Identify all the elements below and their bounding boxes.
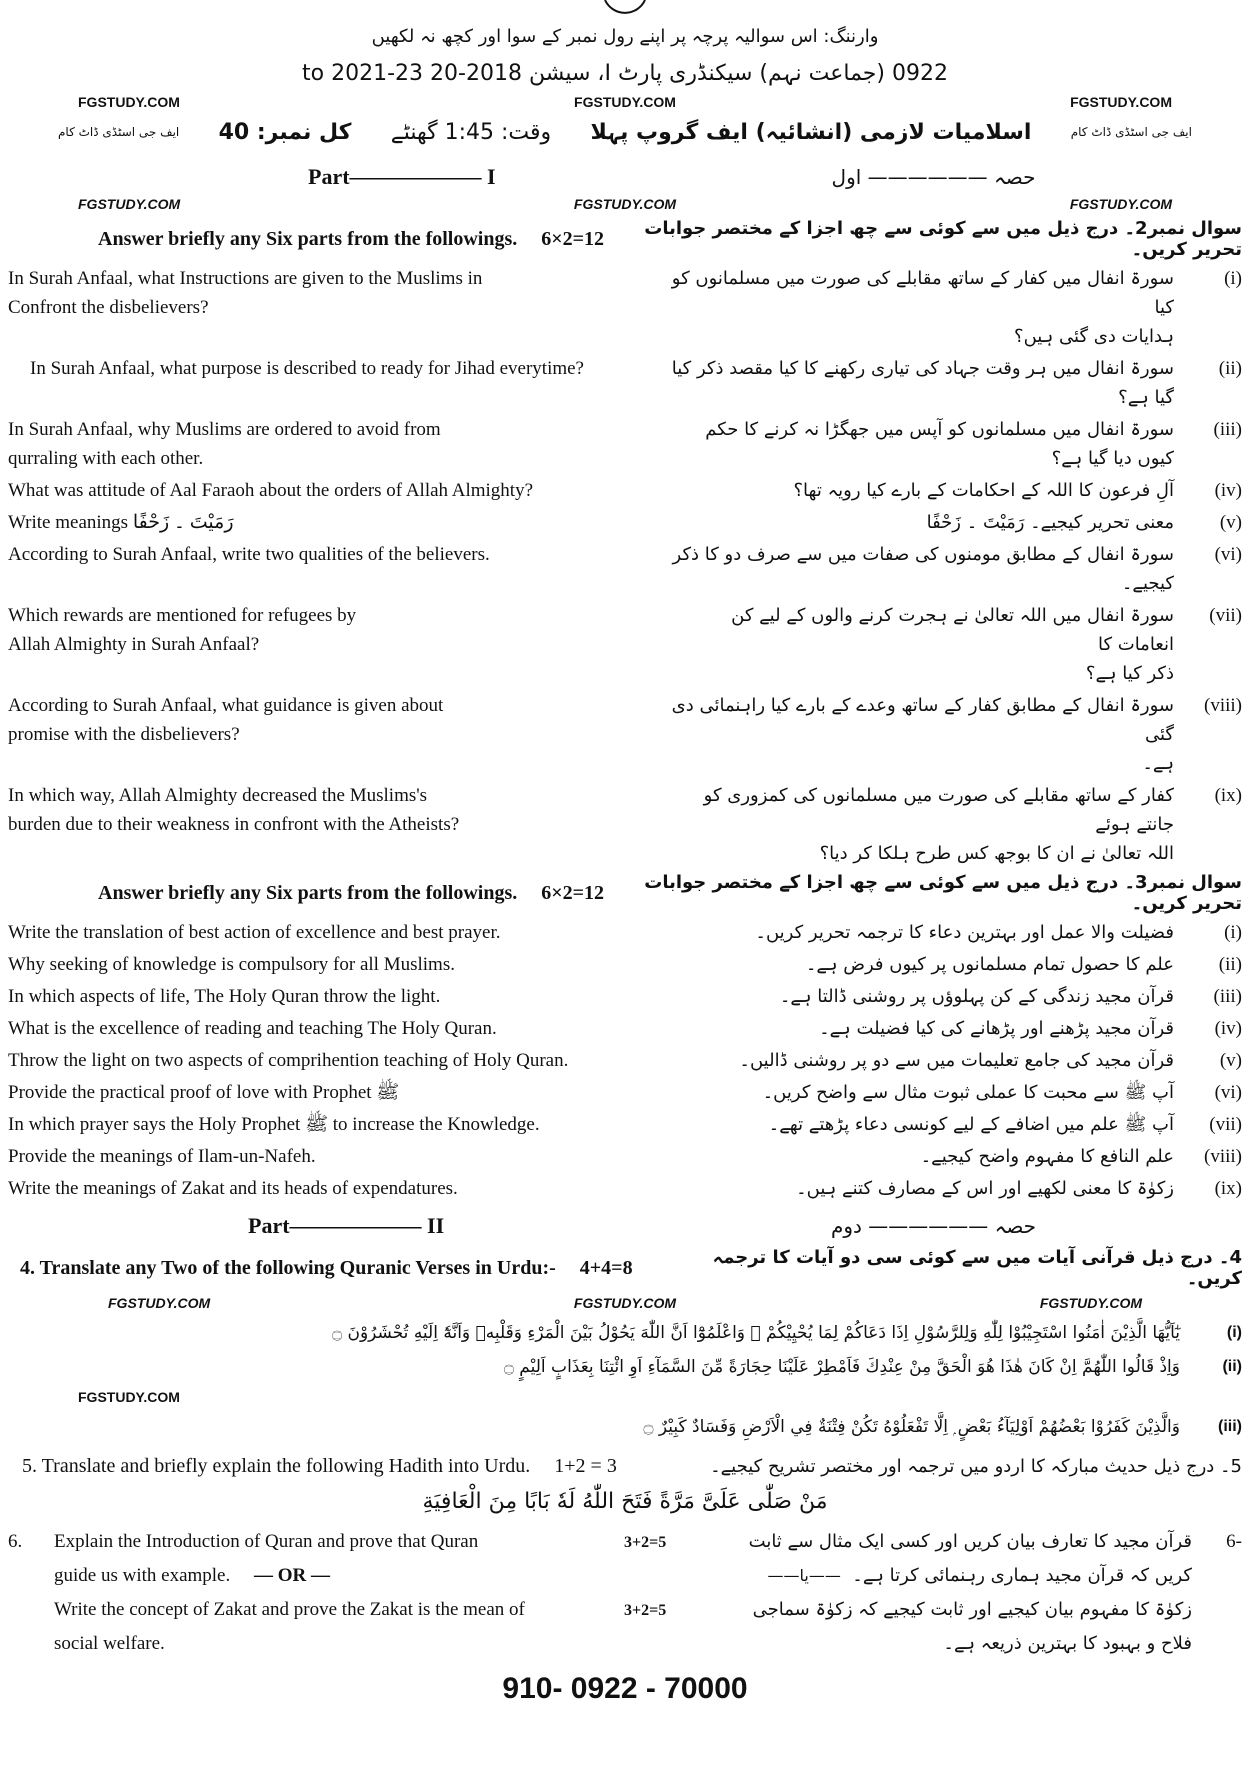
q2-item-urdu: ذکر کیا ہے؟ [1085,663,1174,684]
q3-instruction: Answer briefly any Six parts from the followings. [98,881,518,904]
q2-item-english [8,540,658,598]
q2-item-urdu-block [670,476,1174,505]
q3-item-urdu: قرآن مجید پڑھنے اور پڑھانے کی کیا فضیلت ہے۔ [819,1018,1174,1039]
q2-item-urdu-block [670,781,1174,868]
total-marks: کل نمبر: 40 [218,119,352,145]
q2-item [8,508,1242,537]
q6-a-urdu-cont [704,1562,1192,1590]
session-line: 0922 (جماعت نہم) سیکنڈری پارٹ I، سیشن 2018-20 to 2021-23 [302,61,948,86]
q6-part-a-cont [8,1562,1242,1590]
watermark-urdu: ایف جی اسٹڈی ڈاٹ کام [58,125,180,139]
verse-text: وَاِذْ قَالُوا اللّٰهُمَّ اِنْ كَانَ هٰذَا هُوَ الْحَقَّ مِنْ عِنْدِكَ فَاَمْطِرْ عَلَيْنَا حِجَارَةً مِّنَ السَّمَآءِ اَوِ ائْتِنَا بِعَذَابٍ اَلِيْمٍ ۝ [503,1357,1180,1377]
q2-item-english [8,781,658,868]
q3-item [8,918,1242,947]
q2-item-urdu: سورۃ انفال میں اللہ تعالیٰ نے ہجرت کرنے والوں کے لیے کن انعامات کا [731,605,1174,655]
q3-heading [8,872,1242,914]
q2-item-urdu: آلِ فرعون کا اللہ کے احکامات کے بارے کیا رویہ تھا؟ [793,480,1174,501]
q3-item-number: (ix) [1214,1178,1242,1199]
verse-text: يٰٓاَيُّهَا الَّذِيْنَ اٰمَنُوا اسْتَجِيْبُوْا لِلّٰهِ وَلِلرَّسُوْلِ اِذَا دَعَاكُمْ لِمَا يُحْيِيْكُمْ ۚ وَاعْلَمُوْٓا اَنَّ اللّٰهَ يَحُوْلُ بَيْنَ الْمَرْءِ وَقَلْبِهٖ وَاَنَّهٗٓ اِلَيْهِ تُحْشَرُوْنَ ۝ [332,1323,1180,1343]
watermark: FGSTUDY.COM [1070,94,1172,110]
q3-item-text: In which aspects of life, The Holy Quran throw the light. [8,986,441,1007]
q3-item-urdu: قرآن مجید کی جامع تعلیمات میں سے دو پر روشنی ڈالیں۔ [739,1050,1174,1071]
q2-item-urdu-block [670,415,1174,473]
watermark: FGSTUDY.COM [1039,1295,1142,1311]
q3-item-text: Write the meanings of Zakat and its heads of expendatures. [8,1178,458,1199]
q2-item-urdu: ہدایات دی گئی ہیں؟ [1014,326,1174,347]
q6-a-urdu: کریں کہ قرآن مجید ہماری رہنمائی کرتا ہے۔ [852,1565,1192,1586]
title-row [8,112,1242,152]
q5-heading [8,1455,1242,1478]
q2-item-english [8,415,658,473]
q6-a-text: guide us with example. [54,1565,231,1586]
q2-item-number: (iii) [1213,419,1242,440]
q3-item-number: (ii) [1218,954,1242,975]
q3-item [8,1046,1242,1075]
q2-item-text: In Surah Anfaal, what purpose is described to ready for Jihad everytime? [30,358,584,379]
q3-item-urdu: زکوٰۃ کا معنی لکھیے اور اس کے مصارف کتنے ہیں۔ [796,1178,1174,1199]
q3-item-number: (vii) [1209,1114,1242,1135]
q2-item [8,264,1242,351]
q2-item-urdu: کفار کے ساتھ مقابلے کی صورت میں مسلمانوں کی کمزوری کو جانتے ہوئے [703,785,1174,835]
watermark-row [8,92,1242,112]
q3-item [8,1142,1242,1171]
q2-instruction: Answer briefly any Six parts from the followings. [98,227,518,250]
q3-item [8,1110,1242,1139]
watermark: FGSTUDY.COM [573,196,677,212]
q6-part-b-cont [8,1630,1242,1658]
verse-number: (iii) [1218,1418,1242,1435]
part-1-row [8,160,1242,194]
q3-item-text: Throw the light on two aspects of comprihention teaching of Holy Quran. [8,1050,569,1071]
q2-item-text: qurraling with each other. [8,448,204,469]
q3-item-text: Provide the meanings of Ilam-un-Nafeh. [8,1146,316,1167]
q3-item [8,1174,1242,1203]
q6-number: 6. [8,1531,23,1552]
q2-item-text: In Surah Anfaal, what Instructions are given to the Muslims in [8,268,483,289]
q2-item [8,476,1242,505]
q2-item-english [8,264,658,351]
q2-item-urdu: ہے۔ [1142,753,1174,774]
q3-item-text: In which prayer says the Holy Prophet ﷺ to increase the Knowledge. [8,1114,540,1135]
q3-item-text: Why seeking of knowledge is compulsory for all Muslims. [8,954,455,975]
q2-heading [8,218,1242,260]
time-allowed: وقت: 1:45 گھنٹے [390,119,552,145]
q2-item-urdu-block [670,508,1174,537]
q3-item-urdu: آپ ﷺ علم میں اضافے کے لیے کونسی دعاء پڑھتے تھے۔ [768,1114,1174,1135]
q6-b-urdu: زکوٰۃ کا مفہوم بیان کیجیے اور ثابت کیجیے کہ زکوٰۃ سماجی [752,1599,1192,1620]
q2-item-urdu: سورۃ انفال میں کفار کے ساتھ مقابلے کی صورت میں مسلمانوں کو کیا [671,268,1174,318]
q2-item-text: According to Surah Anfaal, what guidance is given about [8,695,444,716]
q6-b-marks: 3+2=5 [624,1602,667,1619]
q2-item-urdu: اللہ تعالیٰ نے ان کا بوجھ کس طرح ہلکا کر دیا؟ [819,843,1174,864]
part-1-heading: Part—————— I [308,164,496,189]
verse-text: وَالَّذِيْنَ كَفَرُوْا بَعْضُهُمْ اَوْلِيَآءُ بَعْضٍ ۭ اِلَّا تَفْعَلُوْهُ تَكُنْ فِتْنَةٌ فِي الْاَرْضِ وَفَسَادٌ كَبِيْرٌ ۝ [643,1417,1180,1437]
q2-item-number: (ii) [1218,358,1242,379]
q2-item-text: Confront the disbelievers? [8,297,209,318]
q2-item-text: promise with the disbelievers? [8,724,240,745]
q3-item-urdu: علم کا حصول تمام مسلمانوں پر کیوں فرض ہے۔ [805,954,1174,975]
q6-b-text: Write the concept of Zakat and prove the Zakat is the mean of [54,1599,525,1620]
q4-verses [8,1319,1242,1441]
watermark-urdu: ایف جی اسٹڈی ڈاٹ کام [1070,125,1192,139]
q3-item-text: Write the translation of best action of excellence and best prayer. [8,922,501,943]
q3-item-number: (viii) [1204,1146,1242,1167]
q2-item-text: Which rewards are mentioned for refugees by [8,605,357,626]
q3-items [8,918,1242,1203]
q2-item-urdu-block [670,691,1174,778]
quran-verse [8,1353,1242,1381]
q2-item-urdu: سورۃ انفال کے مطابق کفار کے ساتھ وعدے کے بارے کیا راہنمائی دی گئی [671,695,1174,745]
watermark-row [8,1293,1242,1313]
q2-item-text: Allah Almighty in Surah Anfaal? [8,634,260,655]
q3-item-number: (i) [1224,922,1242,943]
part-1-heading-urdu: حصہ —————— اول [831,165,1036,189]
part-2-row [8,1209,1242,1243]
subject-title: اسلامیات لازمی (انشائیہ) ایف گروپ پہلا [590,119,1032,145]
q2-item-english [8,354,658,412]
q6-or-urdu: ——یا—— [767,1566,841,1585]
q6-a-text-cont [54,1562,614,1590]
paper-code: 910- 0922 - 70000 [502,1672,748,1705]
hadith-text: مَنْ صَلّٰى عَلَىَّ مَرَّةً فَتَحَ اللّٰهُ لَهٗ بَابًا مِنَ الْعَافِيَةِ [422,1489,828,1514]
part-2-heading: Part—————— II [248,1213,445,1238]
warning-text: وارننگ: اس سوالیہ پرچہ پر اپنے رول نمبر کے سوا اور کچھ نہ لکھیں [371,26,879,47]
q2-item [8,781,1242,868]
q6-or: — OR — [254,1565,330,1586]
q3-item [8,1014,1242,1043]
q2-item-text: According to Surah Anfaal, write two qualities of the believers. [8,544,490,565]
q2-item-english [8,601,658,688]
q3-item-urdu: آپ ﷺ سے محبت کا عملی ثبوت مثال سے واضح کریں۔ [762,1082,1174,1103]
q6-part-b [8,1596,1242,1624]
q2-item-urdu: معنی تحریر کیجیے۔ رَمَيْتَ ۔ زَحْفًا [926,512,1174,533]
q4-marks: 4+4=8 [579,1256,633,1279]
q6-b-text: social welfare. [54,1633,165,1654]
q3-item-urdu: فضیلت والا عمل اور بہترین دعاء کا ترجمہ تحریر کریں۔ [755,922,1174,943]
quran-verse [8,1319,1242,1347]
q3-item-urdu: قرآن مجید زندگی کے کن پہلوؤں پر روشنی ڈالتا ہے۔ [779,986,1174,1007]
q6-b-urdu: فلاح و بہبود کا بہترین ذریعہ ہے۔ [943,1633,1192,1654]
q3-marks: 6×2=12 [541,881,605,904]
q2-item [8,354,1242,412]
q2-item-urdu-block [670,540,1174,598]
q2-item-english [8,691,658,778]
watermark: FGSTUDY.COM [573,1295,677,1311]
q3-item-text: What is the excellence of reading and teaching The Holy Quran. [8,1018,497,1039]
q5-instruction-urdu: 5۔ درج ذیل حدیث مبارکہ کا اردو میں ترجمہ اور مختصر تشریح کیجیے۔ [710,1456,1242,1477]
seal-mark [8,0,1242,22]
q3-item [8,1078,1242,1107]
q2-marks: 6×2=12 [541,227,605,250]
q2-item-text: Write meanings رَمَيْتَ ۔ زَحْفًا [8,512,234,533]
q4-instruction-urdu: 4۔ درج ذیل قرآنی آیات میں سے کوئی سی دو آیات کا ترجمہ کریں۔ [712,1247,1242,1289]
watermark-row [8,1387,1242,1407]
q3-item-number: (iv) [1214,1018,1242,1039]
watermark: FGSTUDY.COM [1069,196,1172,212]
verse-number: (i) [1226,1324,1242,1341]
q2-item-urdu: سورۃ انفال میں ہر وقت جہاد کی تیاری رکھنے کا کیا مقصد ذکر کیا گیا ہے؟ [671,358,1174,408]
q2-item [8,540,1242,598]
q2-item-number: (iv) [1214,480,1242,501]
q2-item-text: What was attitude of Aal Faraoh about the orders of Allah Almighty? [8,480,534,501]
q2-item-number: (vi) [1214,544,1242,565]
q2-item [8,691,1242,778]
q2-item-english [8,508,658,537]
watermark: FGSTUDY.COM [78,196,181,212]
q2-instruction-urdu: سوال نمبر2۔ درج ذیل میں سے کوئی سے چھ اجزا کے مختصر جوابات تحریر کریں۔ [644,218,1242,260]
part-2-heading-urdu: حصہ —————— دوم [830,1214,1037,1238]
q6-a-text: Explain the Introduction of Quran and prove that Quran [54,1531,479,1552]
q2-items [8,264,1242,868]
q2-item-urdu: سورۃ انفال کے مطابق مومنوں کی صفات میں سے صرف دو کا ذکر کیجیے۔ [672,544,1174,594]
q2-item [8,601,1242,688]
q2-item-number: (ix) [1214,785,1242,806]
q3-item-number: (vi) [1214,1082,1242,1103]
q2-item-urdu-block [670,354,1174,412]
q4-heading [8,1247,1242,1289]
q2-item-urdu: سورۃ انفال میں مسلمانوں کو آپس میں جھگڑا نہ کرنے کا حکم کیوں دیا گیا ہے؟ [705,419,1174,469]
q2-item-urdu-block [670,264,1174,351]
watermark: FGSTUDY.COM [108,1295,211,1311]
q6-a-urdu: قرآن مجید کا تعارف بیان کریں اور کسی ایک مثال سے ثابت [748,1531,1192,1552]
quran-verse [8,1413,1242,1441]
q3-item-number: (iii) [1213,986,1242,1007]
q2-item-urdu-block [670,601,1174,688]
q3-item-number: (v) [1219,1050,1242,1071]
q3-instruction-urdu: سوال نمبر3۔ درج ذیل میں سے کوئی سے چھ اجزا کے مختصر جوابات تحریر کریں۔ [644,872,1242,914]
q2-item-english [8,476,658,505]
q6-part-a [8,1528,1242,1556]
watermark: FGSTUDY.COM [78,1389,180,1405]
q3-item-urdu: علم النافع کا مفہوم واضح کیجیے۔ [920,1146,1174,1167]
q2-item-number: (i) [1224,268,1242,289]
q2-item-text: burden due to their weakness in confront with the Atheists? [8,814,460,835]
q6-a-marks: 3+2=5 [624,1534,667,1551]
q5-instruction: 5. Translate and briefly explain the following Hadith into Urdu. [22,1455,531,1477]
q2-item-number: (vii) [1209,605,1242,626]
verse-number: (ii) [1222,1358,1242,1375]
q2-item-text: In which way, Allah Almighty decreased the Muslims's [8,785,428,806]
q2-item-number: (viii) [1204,695,1242,716]
watermark-row [8,194,1242,214]
q3-item [8,982,1242,1011]
q3-item-text: Provide the practical proof of love with Prophet ﷺ [8,1082,400,1103]
q3-item [8,950,1242,979]
q6-number-urdu: 6- [1226,1531,1242,1552]
q2-item [8,415,1242,473]
watermark: FGSTUDY.COM [574,94,676,110]
q5-marks: 1+2 = 3 [554,1455,617,1477]
watermark: FGSTUDY.COM [78,94,180,110]
q2-item-text: In Surah Anfaal, why Muslims are ordered to avoid from [8,419,441,440]
q4-instruction: 4. Translate any Two of the following Quranic Verses in Urdu:- [20,1256,556,1279]
q2-item-number: (v) [1219,512,1242,533]
